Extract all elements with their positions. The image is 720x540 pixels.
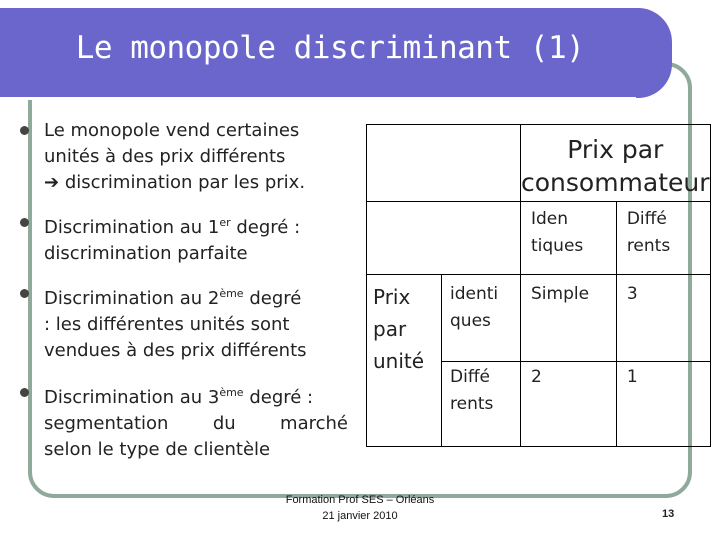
bullet-line: [44, 380, 348, 411]
bullet-text: [44, 380, 348, 463]
superscript: er: [219, 216, 231, 229]
bullet-item: [18, 281, 348, 364]
footer: [270, 492, 450, 524]
table-corner-cell: [367, 125, 521, 202]
bullet-line: unités à des prix différents: [44, 146, 286, 167]
bullet-line: : les différentes unités sont: [44, 314, 290, 335]
table-row: [367, 275, 711, 362]
bullet-line-text: Discrimination au 2: [44, 288, 220, 309]
bullet-line: selon le type de clientèle: [44, 439, 271, 460]
column-header-text: tiques: [531, 236, 584, 256]
table-row-label-cell: [367, 275, 442, 447]
table-subheader-row: [367, 202, 711, 275]
table-cell: [616, 362, 710, 447]
row-label-text: par: [373, 317, 407, 341]
row-label-text: Prix: [373, 285, 411, 309]
superscript: ème: [219, 287, 244, 300]
table-header-row: [367, 125, 711, 202]
right-arrow-icon: ➔: [44, 172, 60, 193]
title-underline: [0, 97, 636, 100]
table-header-text: Prix par: [567, 135, 664, 164]
bullet-line: [44, 210, 348, 241]
price-table: [366, 124, 711, 447]
bullet-text: [44, 118, 348, 196]
column-header-text: Diffé: [626, 209, 667, 229]
bullet-line: Le monopole vend certaines: [44, 120, 300, 141]
footer-text: Formation Prof SES – Orléans: [285, 494, 435, 506]
cell-value: Simple: [531, 284, 590, 304]
superscript: ème: [219, 386, 244, 399]
bullet-line-text: Discrimination au 3: [44, 387, 220, 408]
bullet-item: [18, 210, 348, 267]
bullet-dot-icon: [20, 388, 29, 397]
cell-value: 3: [626, 284, 638, 304]
table-cell: [521, 275, 617, 362]
bullet-line: vendues à des prix différents: [44, 340, 307, 361]
table-header-cell: [521, 125, 711, 202]
bullet-item: [18, 380, 348, 463]
bullet-text: [44, 281, 348, 364]
row-label-text: unité: [373, 349, 425, 373]
table-row-header: [442, 275, 521, 362]
bullet-dot-icon: [20, 289, 29, 298]
cell-value: 2: [531, 367, 542, 387]
table-cell: [616, 275, 710, 362]
bullet-line: [44, 281, 348, 312]
row-header-text: Diffé: [450, 367, 490, 387]
bullet-line-text: degré: [243, 288, 302, 309]
bullet-line-text: degré :: [243, 387, 314, 408]
bullet-list: [18, 118, 348, 463]
table-cell: [521, 362, 617, 447]
cell-value: 1: [626, 367, 638, 387]
table-row-header: [442, 362, 521, 447]
table-column-header: [521, 202, 617, 275]
row-header-text: rents: [450, 394, 494, 414]
bullet-line-text: degré :: [230, 217, 301, 238]
row-header-text: identi: [450, 284, 499, 304]
table-column-header: [616, 202, 710, 275]
bullet-line-text: discrimination par les prix.: [59, 172, 306, 193]
footer-date: 21 janvier 2010: [322, 510, 398, 522]
bullet-line: discrimination parfaite: [44, 243, 248, 264]
slide-title: Le monopole discriminant (1): [75, 30, 585, 66]
bullet-line: [44, 170, 348, 196]
page-number: 13: [662, 508, 675, 520]
row-header-text: ques: [450, 311, 491, 331]
bullet-dot-icon: [20, 218, 29, 227]
table-corner-cell: [367, 202, 521, 275]
bullet-line-text: Discrimination au 1: [44, 217, 220, 238]
bullet-text: [44, 210, 348, 267]
column-header-text: Iden: [531, 209, 569, 229]
column-header-text: rents: [626, 236, 671, 256]
bullet-item: [18, 118, 348, 196]
bullet-dot-icon: [20, 126, 29, 135]
table-header-text: consommateur: [521, 168, 710, 197]
bullet-line: segmentation du marché: [44, 413, 348, 434]
